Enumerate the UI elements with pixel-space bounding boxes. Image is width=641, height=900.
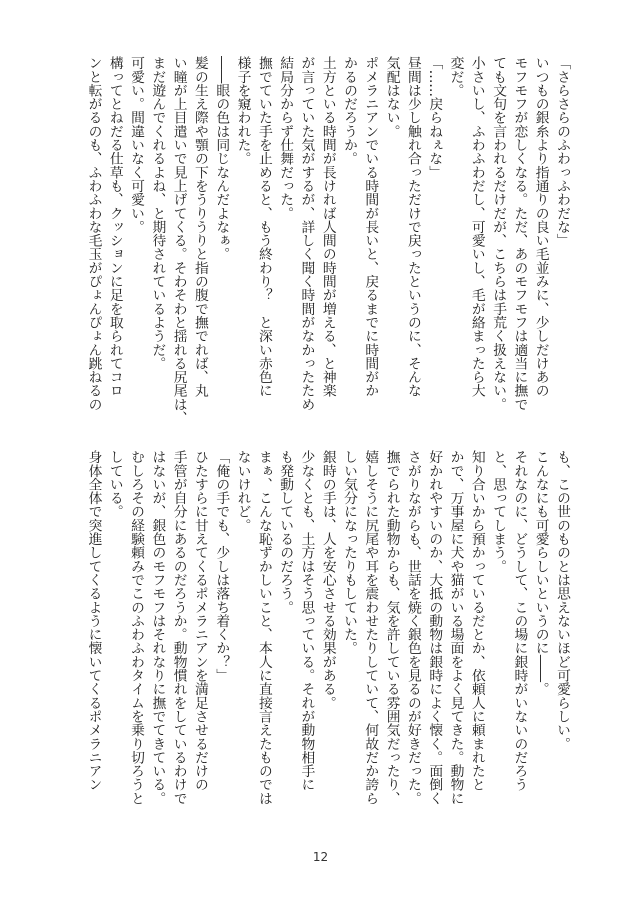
text-line: 好かれやすいのか、大抵の動物は銀時によく懐く。面倒く bbox=[426, 450, 443, 805]
text-line: 土方といる時間が長ければ人間の時間が増える、と神楽 bbox=[319, 56, 336, 398]
text-line: 可愛い。間違いなく可愛い。 bbox=[128, 56, 145, 234]
text-line: 結局分からず仕舞だった。 bbox=[277, 56, 294, 220]
text-line: 撫でられた動物からも、気を許している雰囲気だったり、 bbox=[383, 450, 400, 805]
text-line: 構ってとねだる仕草も、クッションに足を取られてコロ bbox=[106, 56, 123, 398]
text-line: 少なくとも、土方はそう思っている。それが動物相手に bbox=[298, 450, 315, 792]
text-line: しい気分になったりもしていた。 bbox=[341, 450, 358, 655]
text-line: モフモフが恋しくなる。ただ、あのモフモフは適当に撫で bbox=[511, 56, 528, 411]
text-line: ――眼の色は同じなんだよなぁ。 bbox=[213, 56, 230, 261]
text-line: かで、万事屋に犬や猫がいる場面をよく見てきた。動物に bbox=[447, 450, 464, 805]
text-line: 銀時の手は、人を安心させる効果がある。 bbox=[319, 450, 336, 710]
text-line: している。 bbox=[106, 450, 123, 519]
text-line: 気配はない。 bbox=[383, 56, 400, 138]
text-line: かるのだろうか。 bbox=[341, 56, 358, 166]
text-line: 様子を窺われた。 bbox=[234, 56, 251, 166]
text-line: も、この世のものとは思えないほど可愛らしい。 bbox=[554, 450, 570, 751]
text-line: まだ遊んでくれるよね、と期待されているようだ。 bbox=[149, 56, 166, 370]
text-line: まぁ、こんな恥ずかしいこと、本人に直接言えたものでは bbox=[255, 450, 272, 805]
text-line: 「……戻らねぇな」 bbox=[426, 56, 443, 179]
text-line: ないけれど。 bbox=[234, 450, 251, 532]
text-line: い瞳が上目遣いで見上げてくる。そわそわと揺れる尻尾は、 bbox=[170, 56, 187, 425]
text-line: 「俺の手でも、少しは落ち着くか？」 bbox=[213, 450, 230, 683]
text-line: さがりながらも、世話を焼く銀色を見るのが好きだった。 bbox=[404, 450, 421, 805]
text-line: 嬉しそうに尻尾や耳を震わせたりしていて、何故だか誇ら bbox=[362, 450, 379, 805]
text-line: 変だ。 bbox=[447, 56, 464, 97]
text-line: こんなにも可愛らしいというのに――。 bbox=[532, 450, 549, 696]
lower-text-block bbox=[52, 450, 572, 852]
text-line: 小さいし、ふわふわだし、可愛いし、毛が絡まったら大 bbox=[468, 56, 485, 398]
text-line: ンと転がるのも、ふわふわな毛玉がぴょんぴょん跳ねるの bbox=[85, 56, 102, 411]
text-line: が言っていた気がするが、詳しく聞く時間がなかったため bbox=[298, 56, 315, 411]
text-line: ひたすらに甘えてくるポメラニアンを満足させるだけの bbox=[191, 450, 208, 792]
text-line: も発動しているのだろう。 bbox=[277, 450, 294, 614]
page-number: 12 bbox=[312, 850, 329, 864]
text-line: ポメラニアンでいる時間が長いと、戻るまでに時間がか bbox=[362, 56, 379, 398]
text-line: 昼間は少し触れ合っただけで戻ったというのに、そんな bbox=[404, 56, 421, 398]
text-line: 手管が自分にあるのだろうか。動物慣れをしているわけで bbox=[170, 450, 187, 805]
text-line: はないが、銀色のモフモフはそれなりに撫でてきている。 bbox=[149, 450, 166, 805]
text-line: 髪の生え際や顎の下をうりうりと指の腹で撫でれば、丸 bbox=[191, 56, 208, 398]
text-line: と、思ってしまう。 bbox=[490, 450, 507, 573]
text-line: 撫でていた手を止めると、もう終わり？ と深い赤色に bbox=[255, 56, 272, 398]
text-line: 「さらさらのふわっふわだな」 bbox=[554, 56, 570, 248]
upper-text-block bbox=[52, 56, 572, 456]
text-line: それなのに、どうして、この場に銀時がいないのだろう bbox=[511, 450, 528, 792]
text-line: いつもの銀糸より指通りの良い毛並みに、少しだけあの bbox=[532, 56, 549, 398]
text-line: むしろその経験頼みでこのふわふわタイムを乗り切ろうと bbox=[128, 450, 145, 805]
text-line: ても文句を言われるだけだが、こちらは手荒く扱えない。 bbox=[490, 56, 507, 411]
text-line: 身体全体で突進してくるように懐いてくるポメラニアン bbox=[85, 450, 102, 792]
text-line: 知り合いから預かっているだとか、依頼人に頼まれたと bbox=[468, 450, 485, 792]
